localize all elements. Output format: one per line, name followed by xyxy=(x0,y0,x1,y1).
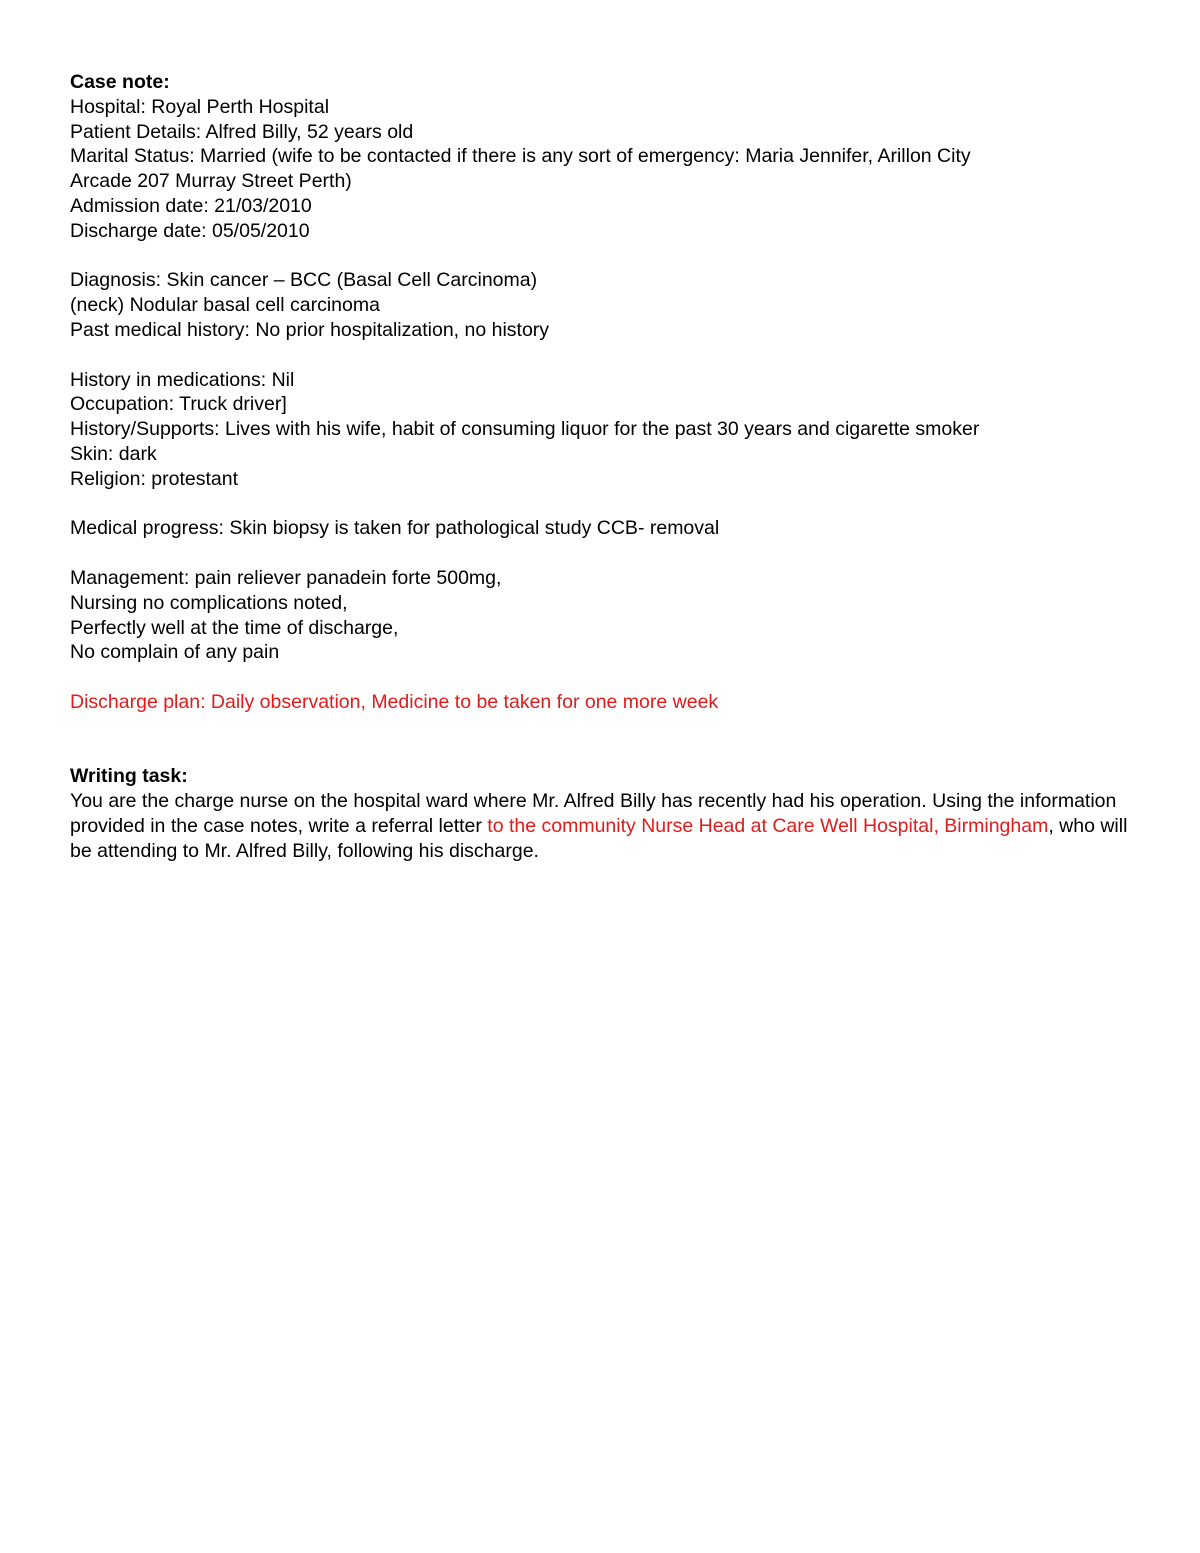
hospital-line: Hospital: Royal Perth Hospital xyxy=(70,95,330,118)
patient-details-line: Patient Details: Alfred Billy, 52 years old xyxy=(70,120,414,143)
skin-line: Skin: dark xyxy=(70,442,157,465)
spacer xyxy=(70,665,1135,690)
spacer xyxy=(70,541,1135,566)
medication-history-line: History in medications: Nil xyxy=(70,368,295,391)
writing-task-text-part1: You are the charge nurse on the hospital ward where Mr. Alfred Billy has recently had his operation. Using the information provided in the case notes, write a referral letter xyxy=(70,790,1117,837)
management-line-1: Management: pain reliever panadein forte 500mg, xyxy=(70,566,502,589)
case-note-heading: Case note: xyxy=(70,71,170,93)
marital-status-address-line: Arcade 207 Murray Street Perth) xyxy=(70,170,352,193)
writing-task-paragraph xyxy=(70,789,1135,863)
spacer xyxy=(70,492,1135,517)
admission-date-line: Admission date: 21/03/2010 xyxy=(70,194,312,217)
history-supports-line: History/Supports: Lives with his wife, habit of consuming liquor for the past 30 years and cigarette smoker xyxy=(70,418,980,441)
discharge-plan-line: Discharge plan: Daily observation, Medicine to be taken for one more week xyxy=(70,690,719,713)
marital-status-line: Marital Status: Married (wife to be contacted if there is any sort of emergency: Maria Jennifer, Arillon City xyxy=(70,145,971,168)
discharge-date-line: Discharge date: 05/05/2010 xyxy=(70,219,310,242)
management-line-2: Nursing no complications noted, xyxy=(70,591,348,614)
medical-progress-line: Medical progress: Skin biopsy is taken for pathological study CCB- removal xyxy=(70,517,720,540)
writing-task-heading: Writing task: xyxy=(70,765,188,788)
writing-task-text-part2: , who will be attending to Mr. Alfred Billy, following his discharge. xyxy=(70,814,1128,862)
spacer xyxy=(70,244,1135,269)
religion-line: Religion: protestant xyxy=(70,467,239,490)
writing-task-recipient-highlight: to the community Nurse Head at Care Well Hospital, Birmingham xyxy=(487,814,1049,837)
management-line-4: No complain of any pain xyxy=(70,641,280,664)
spacer xyxy=(70,343,1135,368)
writing-task-section xyxy=(70,764,1135,863)
diagnosis-detail-line: (neck) Nodular basal cell carcinoma xyxy=(70,294,380,317)
past-medical-history-line: Past medical history: No prior hospitalization, no history xyxy=(70,318,550,341)
management-line-3: Perfectly well at the time of discharge, xyxy=(70,616,399,639)
spacer xyxy=(70,715,1135,765)
document-page xyxy=(70,70,1135,864)
case-note-section xyxy=(70,70,1135,715)
occupation-line: Occupation: Truck driver] xyxy=(70,393,287,416)
diagnosis-line: Diagnosis: Skin cancer – BCC (Basal Cell Carcinoma) xyxy=(70,269,538,292)
